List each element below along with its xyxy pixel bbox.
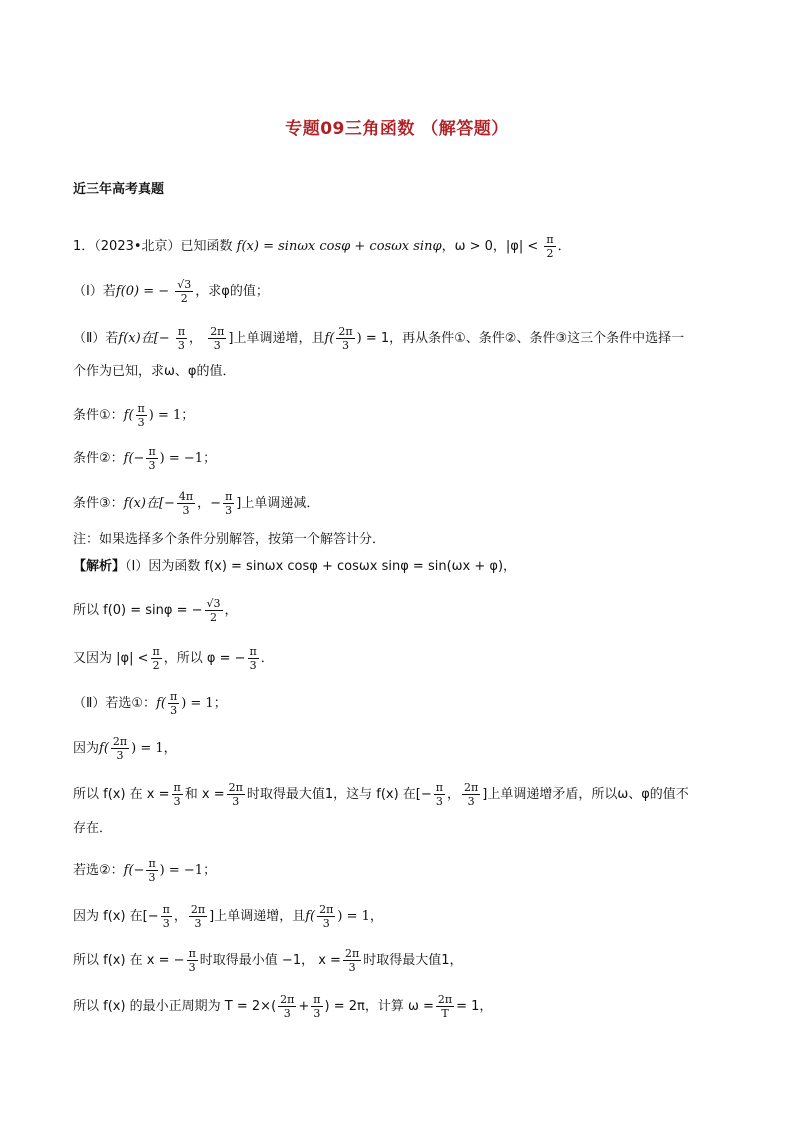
fraction: $\frac{2\pi}{3}$ (210, 325, 225, 352)
condition-3: 条件③：f(x)在[− $\frac{4\pi}{3}$ ，− $\frac{\pi}{3}$ ]上单调递减． (73, 490, 320, 517)
fraction: $\frac{2\pi}{3}$ (228, 781, 243, 808)
fraction: $\frac{\pi}{3}$ (137, 402, 145, 429)
solution-line-6: 所以 f(x) 在 x = $\frac{\pi}{3}$ 和 x = $\frac{2\pi}{3}$ 时取得最大值1，这与 f(x) 在[− $\frac{\pi}{3}$ ， $\frac{2\pi}{3}$ ]上单调递增矛盾，所以ω、φ的值不 (73, 781, 689, 808)
solution-line-11: 所以 f(x) 的最小正周期为 T = 2×( $\frac{2\pi}{3}$ + $\frac{\pi}{3}$ ) = 2π，计算 ω = $\frac{2\pi}{T}$ = 1， (73, 993, 493, 1020)
fraction: $\frac{\pi}{3}$ (188, 947, 196, 974)
fraction: $\frac{2\pi}{T}$ (437, 993, 453, 1020)
section-heading: 近三年高考真题 (73, 182, 165, 197)
part-2-line: （Ⅱ）若f(x)在[− $\frac{\pi}{3}$ ， $\frac{2\pi}{3}$ ]上单调递增，且f( $\frac{2\pi}{3}$ ) = 1，再从条件①、条件②、条件③这三个条件中选择一 (73, 325, 685, 352)
fraction: $\frac{\pi}{2}$ (152, 645, 160, 672)
fraction: $\frac{\pi}{3}$ (162, 903, 170, 930)
solution-line-4: （Ⅱ）若选①：f( $\frac{\pi}{3}$ ) = 1； (73, 690, 227, 717)
fraction: $\frac{\pi}{3}$ (249, 645, 257, 672)
fraction: $\frac{\pi}{3}$ (169, 690, 178, 717)
solution-line-10: 所以 f(x) 在 x = − $\frac{\pi}{3}$ 时取得最小值 −1， x = $\frac{2\pi}{3}$ 时取得最大值1， (73, 947, 463, 974)
question-1-line: 1．（2023•北京）已知函数 f(x) = sinωx cosφ + cosωx sinφ，ω > 0，|φ| < $\frac{\pi}{2}$ ． (73, 233, 571, 260)
fraction: $\frac{\pi}{3}$ (177, 325, 186, 352)
solution-line-3: 又因为 |φ| < $\frac{\pi}{2}$ ，所以 φ = − $\frac{\pi}{3}$ ． (73, 645, 274, 672)
fraction: $\frac{\pi}{3}$ (173, 781, 181, 808)
fraction: $\frac{2\pi}{3}$ (190, 903, 206, 930)
fraction: $\frac{\pi}{3}$ (225, 490, 233, 517)
fraction: $\frac{√3}{2}$ (177, 278, 192, 305)
fraction: $\frac{2\pi}{3}$ (280, 993, 295, 1020)
part-2-line-2: 个作为已知，求ω、φ的值． (73, 364, 236, 379)
fraction: $\frac{\pi}{3}$ (148, 445, 156, 472)
fraction: $\frac{\pi}{3}$ (435, 781, 444, 808)
part-1-line: （Ⅰ）若f(0) = − $\frac{√3}{2}$ ，求φ的值； (73, 278, 269, 305)
fraction: $\frac{\pi}{3}$ (313, 993, 321, 1020)
fraction: $\frac{2\pi}{3}$ (112, 735, 128, 762)
fraction: $\frac{2\pi}{3}$ (344, 947, 360, 974)
fraction: $\frac{\pi}{2}$ (546, 233, 554, 260)
fraction: $\frac{2\pi}{3}$ (338, 325, 353, 352)
fraction: $\frac{\pi}{3}$ (148, 857, 156, 884)
solution-line-1: 【解析】（Ⅰ）因为函数 f(x) = sinωx cosφ + cosωx sinφ = sin(ωx + φ)， (73, 559, 517, 574)
note-line: 注：如果选择多个条件分别解答，按第一个解答计分． (73, 532, 386, 547)
fraction: $\frac{2\pi}{3}$ (464, 781, 479, 808)
fraction: $\frac{2\pi}{3}$ (319, 903, 334, 930)
condition-1: 条件①：f( $\frac{\pi}{3}$ ) = 1； (73, 402, 195, 429)
solution-line-8: 若选②：f(− $\frac{\pi}{3}$ ) = −1； (73, 857, 217, 884)
solution-line-2: 所以 f(0) = sinφ = − $\frac{√3}{2}$ ， (73, 597, 238, 624)
fraction: $\frac{4\pi}{3}$ (178, 490, 194, 517)
solution-line-9: 因为 f(x) 在[− $\frac{\pi}{3}$ ， $\frac{2\pi}{3}$ ]上单调递增，且f( $\frac{2\pi}{3}$ ) = 1， (73, 903, 383, 930)
fraction: $\frac{√3}{2}$ (206, 597, 221, 624)
solution-line-5: 因为f( $\frac{2\pi}{3}$ ) = 1， (73, 735, 177, 762)
condition-2: 条件②：f(− $\frac{\pi}{3}$ ) = −1； (73, 445, 217, 472)
solution-line-7: 存在． (73, 821, 113, 836)
page-title: 专题09三角函数 （解答题） (285, 119, 509, 139)
